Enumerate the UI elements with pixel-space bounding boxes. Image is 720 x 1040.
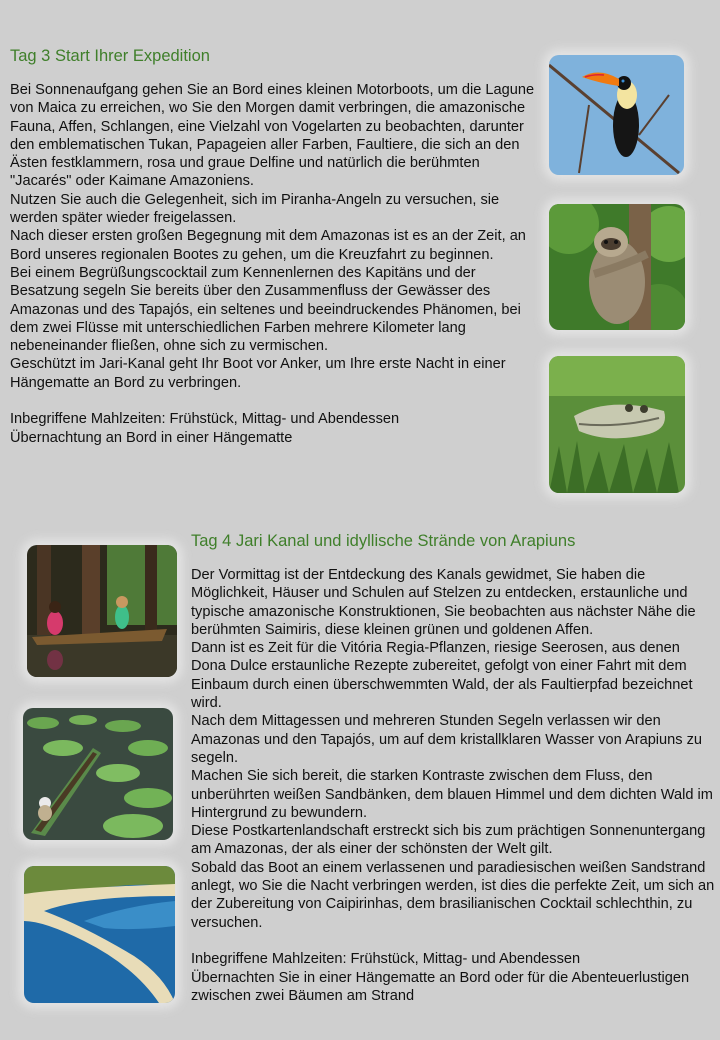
day4-paragraph: Machen Sie sich bereit, die starken Kontraste zwischen dem Fluss, den unberührten weißen Sandbänken, dem blauen Himmel und dem dichten Wald im Hintergrund zu bewundern.: [191, 768, 713, 821]
day4-paragraph: Dann ist es Zeit für die Vitória Regia-Pflanzen, riesige Seerosen, aus denen Dona Dulce erstaunliche Rezepte zubereitet, gefolgt von einer Fahrt mit dem Einbaum durch einen überschwemmten Wald, der als Faultierpfad bezeichnet wird.: [191, 640, 693, 712]
day4-meals: Inbegriffene Mahlzeiten: Frühstück, Mittag- und Abendessen: [191, 951, 581, 968]
day3-text: [10, 81, 538, 447]
day3-paragraph: Bei einem Begrüßungscocktail zum Kennenlernen des Kapitäns und der Besatzung segeln Sie bereits über den Zusammenfluss der Gewässer des Amazonas und des Tapajós, ein seltenes und beeindruckendes Phänomen, bei dem zwei Flüsse mit unterschiedlichen Farben mehrere Kilometer lang nebeneinander fließen, ohne sich zu vermischen.: [10, 264, 521, 355]
sloth-photo: [549, 204, 685, 330]
caiman-photo: [549, 356, 685, 493]
day3-paragraph: Bei Sonnenaufgang gehen Sie an Bord eines kleinen Motorboots, um die Lagune von Maica zu erreichen, wo Sie den Morgen damit verbringen, die amazonische Fauna, Affen, Schlangen, eine Vielzahl von Vogelarten zu beobachten, darunter den emblematischen Tukan, Papageien aller Farben, Faultiere, die sich an den Ästen festklammern, rosa und graue Delfine und natürlich die berühmten "Jacarés" oder Kaimane Amazoniens.: [10, 82, 535, 190]
day4-text: [191, 566, 715, 1005]
sandbank-aerial-photo: [24, 866, 175, 1003]
day4-paragraph: Sobald das Boot an einem verlassenen und paradiesischen weißen Sandstrand anlegt, wo Sie die Nacht verbringen werden, ist dies die perfekte Zeit, um sich an der Zubereitung von Caipirinhas, dem brasilianischen Cocktail schlechthin, zu versuchen.: [191, 859, 715, 931]
day4-paragraph: Nach dem Mittagessen und mehreren Stunden Segeln verlassen wir den Amazonas und den Tapajós, um auf dem kristallklaren Wasser von Arapiuns zu segeln.: [191, 713, 703, 766]
flooded-forest-canoe-photo: [27, 545, 177, 677]
day3-paragraph: Nach dieser ersten großen Begegnung mit dem Amazonas ist es an der Zeit, an Bord unseres regionalen Bootes zu gehen, um die Kreuzfahrt zu beginnen.: [10, 228, 526, 263]
day4-title: Tag 4 Jari Kanal und idyllische Strände von Arapiuns: [191, 532, 576, 550]
day3-title: Tag 3 Start Ihrer Expedition: [10, 47, 210, 65]
day4-lodging: Übernachten Sie in einer Hängematte an Bord oder für die Abenteuerlustigen zwischen zwei Bäumen am Strand: [191, 969, 690, 1004]
day4-paragraph: Der Vormittag ist der Entdeckung des Kanals gewidmet, Sie haben die Möglichkeit, Häuser und Schulen auf Stelzen zu entdecken, erstaunliche und typische amazonische Konstruktionen, Sie beobachten aus nächster Nähe die berühmten Saimiris, diese kleinen grünen und goldenen Affen.: [191, 567, 696, 638]
water-lilies-canoe-photo: [23, 708, 173, 840]
day3-meals: Inbegriffene Mahlzeiten: Frühstück, Mittag- und Abendessen: [10, 411, 400, 428]
day3-paragraph: Geschützt im Jari-Kanal geht Ihr Boot vor Anker, um Ihre erste Nacht in einer Hängematte an Bord zu verbringen.: [10, 356, 506, 391]
toucan-photo: [549, 55, 684, 175]
day3-lodging: Übernachtung an Bord in einer Hängematte: [10, 429, 293, 446]
day3-paragraph: Nutzen Sie auch die Gelegenheit, sich im Piranha-Angeln zu versuchen, sie werden später wieder freigelassen.: [10, 191, 500, 227]
day4-paragraph: Diese Postkartenlandschaft erstreckt sich bis zum prächtigen Sonnenuntergang am Amazonas, der als einer der schönsten der Welt gilt.: [191, 823, 706, 858]
